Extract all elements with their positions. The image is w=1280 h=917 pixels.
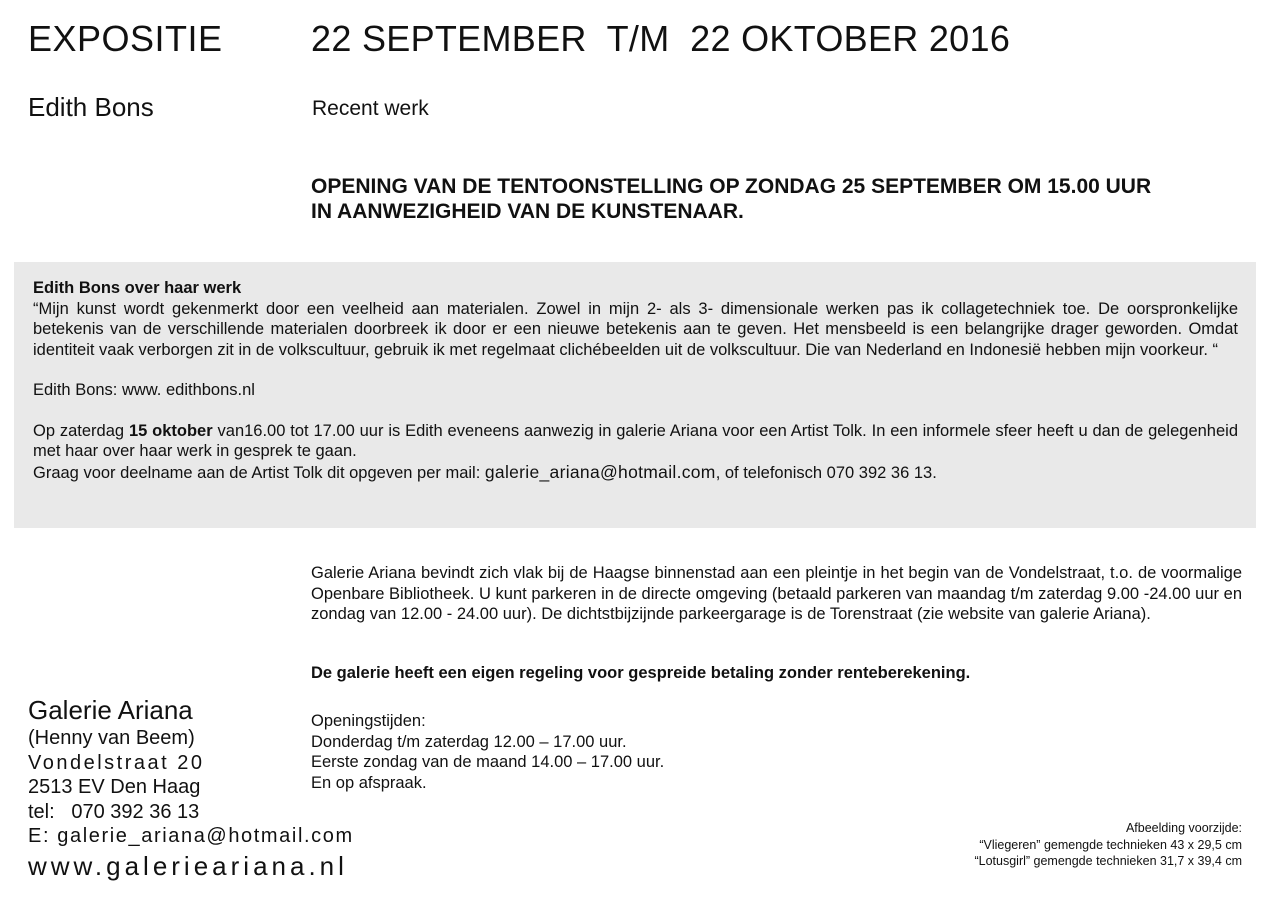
hours-line-1: Donderdag t/m zaterdag 12.00 – 17.00 uur. [311,732,627,751]
gallery-name: Galerie Ariana [28,695,193,725]
artist-website-line: Edith Bons: www. edithbons.nl [33,381,255,399]
gallery-owner: (Henny van Beem) [28,727,195,749]
gallery-contact [28,694,354,883]
opening-announcement [311,174,1251,224]
opening-line-2: IN AANWEZIGHEID VAN DE KUNSTENAAR. [311,200,744,223]
exhibition-subtitle: Recent werk [312,97,429,120]
registration-email: galerie_ariana@hotmail.com [484,461,716,482]
registration-text [33,462,1238,484]
hours-title: Openingstijden: [311,712,426,730]
talk-text-post: van16.00 tot 17.00 uur is Edith eveneens aanwezig in galerie Ariana voor een Artist Tolk. In een informele sfeer heeft u dan de gelegenheid met haar over haar werk in gesprek te gaan. [33,421,1238,460]
hours-line-3: En op afspraak. [311,773,427,792]
gallery-phone: tel: 070 392 36 13 [28,800,200,823]
gallery-city: 2513 EV Den Haag [28,776,201,798]
registration-post: , of telefonisch 070 392 36 13. [715,463,937,482]
artist-talk-text [33,421,1238,462]
payment-note: De galerie heeft een eigen regeling voor gespreide betaling zonder renteberekening. [311,664,971,682]
artist-quote: “Mijn kunst wordt gekenmerkt door een veelheid aan materialen. Zowel in mijn 2- als 3- dimensionale werken pas ik collagetechniek toe. De oorspronkelijke betekenis van de verschillende materialen doorbreek ik door er een nieuwe betekenis aan te geven. Het mensbeeld is een belangrijke drager geworden. Omdat identiteit vaak verborgen zit in de volkscultuur, gebruik ik met regelmaat clichébeelden uit de volkscultuur. Die van Nederland en Indonesië hebben mijn voorkeur. “ [33,299,1238,359]
opening-hours [311,711,664,793]
gallery-street: Vondelstraat 20 [28,751,205,774]
credit-heading: Afbeelding voorzijde: [1125,821,1242,835]
gallery-website: www.galerieariana.nl [28,850,348,881]
gallery-email: E: galerie_ariana@hotmail.com [28,825,354,847]
artist-name: Edith Bons [28,92,154,122]
exhibition-label: EXPOSITIE [28,18,223,59]
image-credit [974,820,1242,870]
talk-date: 15 oktober [128,421,213,440]
opening-line-1: OPENING VAN DE TENTOONSTELLING OP ZONDAG 25 SEPTEMBER OM 15.00 UUR [311,175,1152,198]
artist-statement-panel [14,262,1256,528]
registration-pre: Graag voor deelname aan de Artist Tolk dit opgeven per mail: [33,463,485,482]
hours-line-2: Eerste zondag van de maand 14.00 – 17.00 uur. [311,753,665,771]
credit-work-2: “Lotusgirl” gemengde technieken 31,7 x 39,4 cm [974,854,1242,868]
talk-text-pre: Op zaterdag [33,421,129,440]
location-info: Galerie Ariana bevindt zich vlak bij de Haagse binnenstad aan een pleintje in het begin van de Vondelstraat, t.o. de voormalige Openbare Bibliotheek. U kunt parkeren in de directe omgeving (betaald parkeren van maandag t/m zaterdag 9.00 -24.00 uur en zondag van 12.00 - 24.00 uur). De dichtstbijzijnde parkeergarage is de Torenstraat (zie website van galerie Ariana). [311,564,1242,623]
panel-title: Edith Bons over haar werk [33,279,242,297]
exhibition-dates: 22 SEPTEMBER T/M 22 OKTOBER 2016 [311,18,1011,59]
credit-work-1: “Vliegeren” gemengde technieken 43 x 29,5 cm [979,837,1242,852]
